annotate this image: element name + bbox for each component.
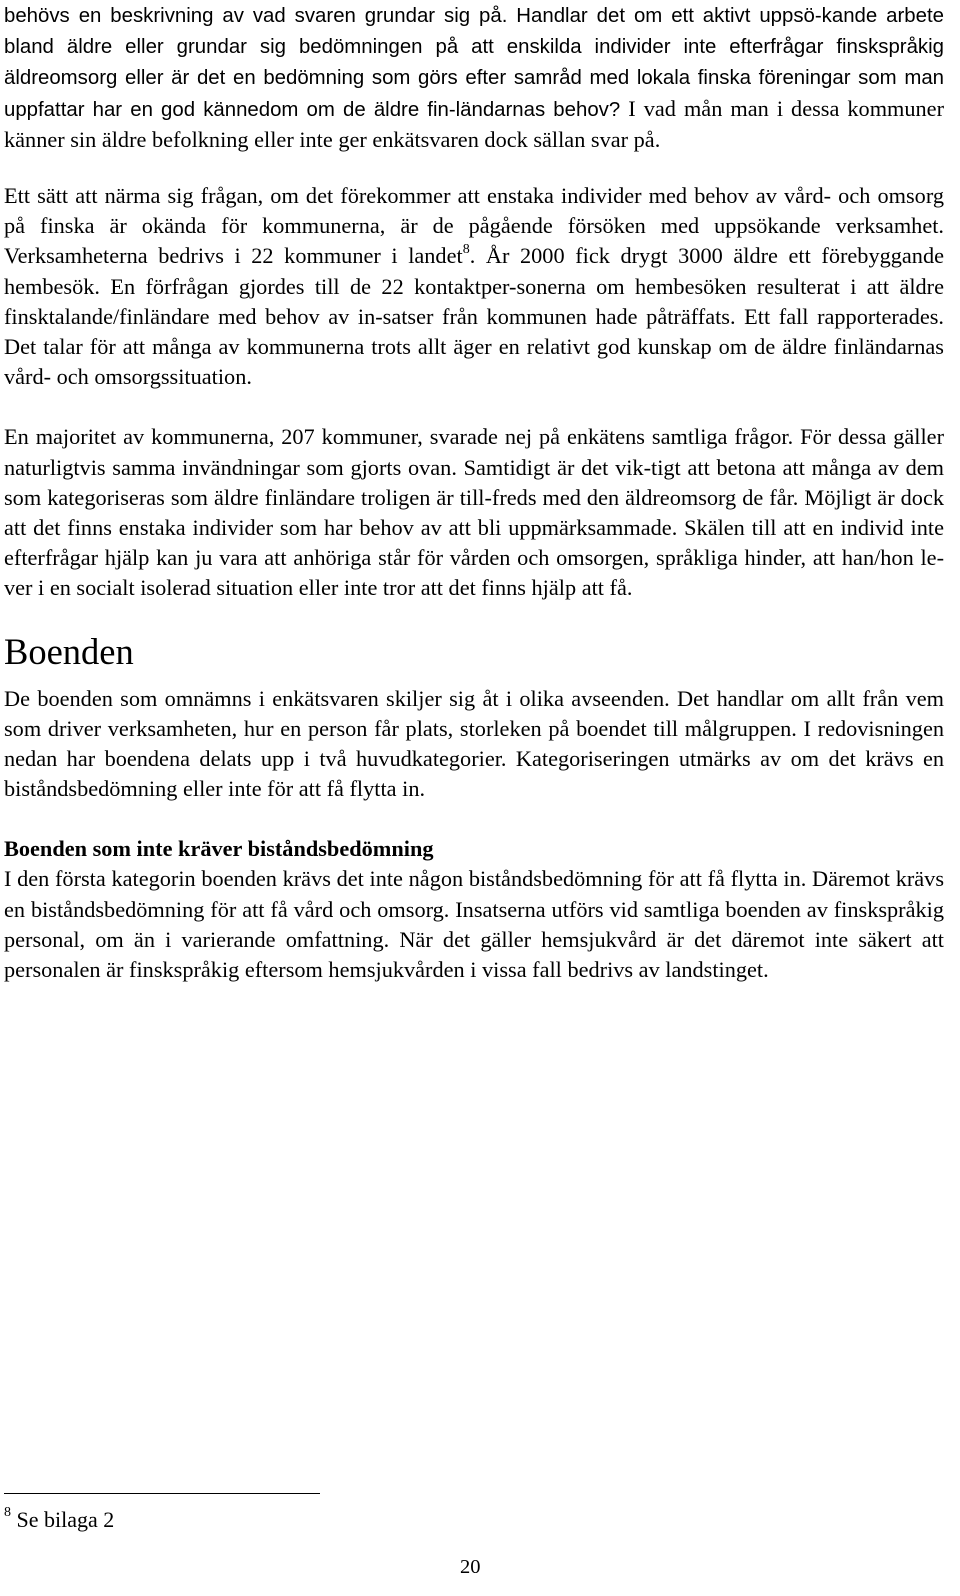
paragraph-1-serif-text: I vad mån man i dessa kommuner känner sin äldre befolkning eller inte ger enkätsvaren dock sällan svar på. <box>4 95 944 152</box>
paragraph-5: I den första kategorin boenden krävs det inte någon biståndsbedömning för att få flytta in. Däremot krävs en biståndsbedömning för att få vård och omsorg. Insatserna utförs vid samtliga boenden av finskspråkig personal, om än i varierande omfattning. När det gäller hemsjukvård är det däremot inte säkert att personalen är finskspråkig eftersom hemsjukvården i vissa fall bedrivs av landstinget. <box>4 866 944 983</box>
paragraph-4: De boenden som omnämns i enkätsvaren skiljer sig åt i olika avseenden. Det handlar om allt från vem som driver verksamheten, hur en person får plats, storleken på boendet till målgruppen. I redovisningen nedan har boendena delats upp i två huvudkategorier. Kategoriseringen utmärks av om det krävs en biståndsbedömning eller inte för att få flytta in. <box>4 685 944 802</box>
footnote-marker: 8 <box>4 1504 11 1520</box>
footnote <box>4 1506 114 1534</box>
paragraph-1 <box>4 0 944 155</box>
section-heading-boenden: Boenden <box>4 630 134 672</box>
subheading-no-assessment: Boenden som inte kräver biståndsbedömning <box>4 836 434 862</box>
paragraph-1-sans-text: behövs en beskrivning av vad svaren grundar sig på. Handlar det om ett aktivt uppsö-kande arbete bland äldre eller grundar sig bedömningen på att enskilda individer inte efterfrågar finskspråkig äldreomsorg eller är det en bedömning som görs efter samråd med lokala finska föreningar som man uppfattar har en god kännedom om de äldre fin-ländarnas behov? <box>4 5 944 121</box>
footnote-reference[interactable]: 8 <box>462 242 470 257</box>
page-number: 20 <box>460 1556 481 1578</box>
paragraph-3: En majoritet av kommunerna, 207 kommuner, svarade nej på enkätens samtliga frågor. För dessa gäller naturligtvis samma invändningar som gjorts ovan. Samtidigt är det vik-tigt att betona att många av dem som kategoriseras som äldre finländare troligen är till-freds med den äldreomsorg de får. Möjligt är dock att det finns enstaka individer som har behov av att bli uppmärksammade. Skälen till att en individ inte efterfrågar hjälp kan ju vara att anhöriga står för vården och omsorgen, språkliga hinder, att han/hon le-ver i en socialt isolerad situation eller inte tror att det finns hjälp att få. <box>4 424 944 601</box>
paragraph-2 <box>4 181 944 392</box>
spacer <box>4 804 944 834</box>
paragraph-2-text-b: . År 2000 fick drygt 3000 äldre ett förebyggande hembesök. En förfrågan gjordes till de 22 kontaktper-sonerna om hembesöken resulterat i att äldre finsktalande/finländare med behov av in-satser från kommunen hade påträffats. Ett fall rapporterades. Det talar för att många av kommunerna trots allt äger en relativt god kunskap om de äldre finländarnas vård- och omsorgssituation. <box>4 243 944 390</box>
paragraph-2-text-a: Ett sätt att närma sig frågan, om det förekommer att enstaka individer med behov av vård- och omsorg på finska är okända för kommunerna, är de pågående försöken med uppsökande verksamhet. Verksamheterna bedrivs i 22 kommuner i landet <box>4 183 944 269</box>
spacer <box>4 155 944 181</box>
footnote-text: Se bilaga 2 <box>11 1507 115 1532</box>
document-page <box>4 0 944 985</box>
spacer <box>4 392 944 422</box>
spacer <box>4 604 944 630</box>
footnote-separator <box>4 1493 320 1494</box>
spacer <box>4 674 944 684</box>
